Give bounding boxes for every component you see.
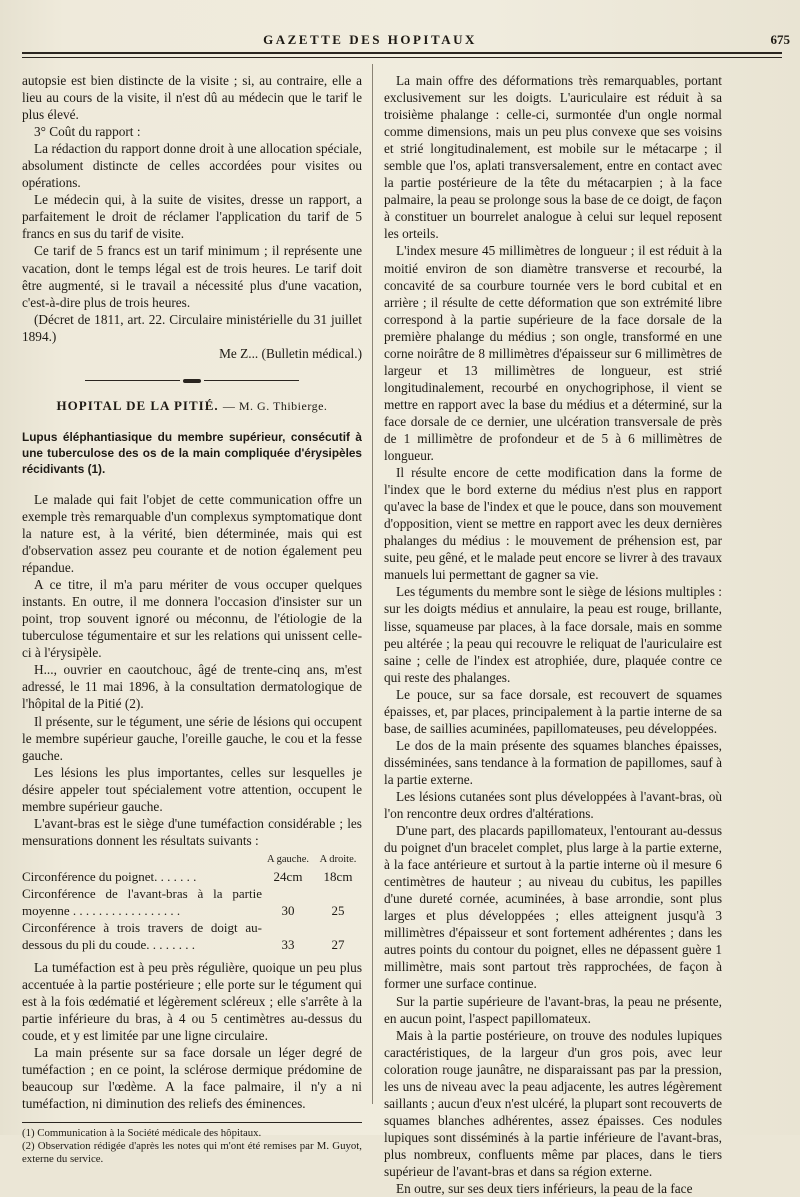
paragraph: La main offre des déformations très remarquables, portant exclusivement sur les doigts. L'auriculaire est réduit à sa troisième phalange : celle-ci, surmontée d'un ongle normal comme dimensions, mais un peu plus convexe que ses voisins et strié longitudinalement, est mobile sur le métacarpe ; il semble que l'os, aplati transversalement, entre en contact avec la partie postérieure de la tête du métacarpien ; à la face palmaire, la peau se prolonge sous la base de ce doigt, de façon à constituer un bourrelet analogue à celui sur lequel reposent les orteils. xyxy=(384,73,722,242)
paragraph: La main présente sur sa face dorsale un léger degré de tuméfaction ; en ce point, la sclérose dermique prédomine de beaucoup sur l'œdème. A la face palmaire, il n'y a ni tuméfaction, ni diminution des reliefs des éminences. xyxy=(22,1045,362,1112)
paragraph: Les lésions les plus importantes, celles sur lesquelles je désire appeler tout spécialement votre attention, occupent le membre supérieur gauche. xyxy=(22,764,362,814)
footnote-rule xyxy=(22,1122,362,1123)
paragraph: Il présente, sur le tégument, une série de lésions qui occupent le membre supérieur gauche, l'oreille gauche, le cou et la fesse gauche. xyxy=(22,713,362,763)
paragraph: L'index mesure 45 millimètres de longueur ; il est réduit à la moitié environ de son diamètre transverse et recourbé, la concavité de sa courbure tournée vers le bord cubital et en arrière ; il résulte de cette déformation que son extrémité libre correspond à la partie supérieure de la face dorsale de la première phalange du médius ; son ongle, transformé en une corne noirâtre de 8 millimètres d'épaisseur sur 6 millimètres de largeur et 13 millimètres de longueur, est strié longitudinalement, recourbé en onychogriphose, il vient se mettre en rapport avec la base du médius et a déterminé, sur la face dorsale de ce dernier, une ulcération transversale de près de 1 millimètre de profondeur et de 5 à 6 millimètres de longueur. xyxy=(384,243,722,464)
paragraph: En outre, sur ses deux tiers inférieurs, la peau de la face xyxy=(396,1181,693,1197)
page-number: 675 xyxy=(770,32,790,47)
paragraph: Sur la partie supérieure de l'avant-bras, la peau ne présente, en aucun point, l'aspect papillomateux. xyxy=(384,993,722,1026)
footnote: (1) Communication à la Société médicale des hôpitaux. xyxy=(22,1127,262,1140)
measurement-row xyxy=(22,868,362,885)
section-ornament xyxy=(22,372,362,389)
measurement-right: 18cm xyxy=(323,868,353,884)
paragraph: Il résulte encore de cette modification dans la forme de l'index que le bord externe du médius n'est plus en rapport qu'avec la base de l'index et que le pouce, dans son mouvement d'opposition, vient se mettre en rapport avec les deux dernières phalanges du médius : le mouvement de préhension est, par suite, peu gêné, et le malade peut encore se livrer à des travaux manuels lui permettant de gagner sa vie. xyxy=(384,465,722,583)
col-header-left: A gauche. xyxy=(267,853,309,865)
signature: Me Z... (Bulletin médical.) xyxy=(219,345,362,361)
article-title: Lupus éléphantiasique du membre supérieur, consécutif à une tuberculose des os de la main compliquée d'érysipèles récidivants (1). xyxy=(22,429,362,476)
measurement-left: 24cm xyxy=(273,868,303,884)
journal-title: GAZETTE DES HOPITAUX xyxy=(263,32,477,47)
measurement-row xyxy=(22,885,362,919)
left-column xyxy=(22,72,362,1166)
paragraph: Le pouce, sur sa face dorsale, est recouvert de squames épaisses, et, par places, principalement à la partie interne de sa base, de saillies acuminées, papillomateuses, peu développées. xyxy=(384,686,722,736)
right-column xyxy=(384,72,722,1197)
footnote: (2) Observation rédigée d'après les notes qui m'ont été remises par M. Guyot, externe du service. xyxy=(22,1140,362,1166)
paragraph: Le dos de la main présente des squames blanches épaisses, disséminées, sans tendance à la formation de papillomes, sauf à la partie externe. xyxy=(384,737,722,787)
paragraph: Les lésions cutanées sont plus développées à l'avant-bras, où l'on rencontre deux ordres d'altérations. xyxy=(384,788,722,822)
paragraph: Le médecin qui, à la suite de visites, dresse un rapport, a parfaitement le droit de réclamer l'application du tarif de 5 francs en sus du tarif de visite. xyxy=(22,192,362,242)
section-heading xyxy=(22,397,362,415)
paragraph: autopsie est bien distincte de la visite ; si, au contraire, elle a lieu au cours de la visite, il n'est dû au médecin que le tarif le plus élevé. xyxy=(22,73,362,123)
page-header xyxy=(0,30,800,50)
section-author: — M. G. Thibierge. xyxy=(222,398,328,413)
paragraph: H..., ouvrier en caoutchouc, âgé de trente-cinq ans, m'est adressé, le 11 mai 1896, à la consultation dermatologique de l'hôpital de la Pitié (2). xyxy=(22,662,362,712)
measurement-label: Circonférence du poignet. . . . . . . xyxy=(22,868,197,884)
measurement-row xyxy=(22,919,362,953)
paragraph: 3° Coût du rapport : xyxy=(34,124,141,140)
paragraph: D'une part, des placards papillomateux, l'entourant au-dessus du poignet d'un bracelet complet, plus large à la partie externe, à la face antérieure et surtout à la partie interne où il mesure 6 centimètres de hauteur ; au niveau du cubitus, les papilles d'une dureté cornée, acuminées, à base arrondie, sont plus larges et plus développées ; elles atteignent jusqu'à 3 millimètres d'épaisseur et sont fortement adhérentes ; dans les autres points du contour du poignet, elles ne dépassent guère 1 millimètre, mais sont partout très rapprochées, de façon à former une surface continue. xyxy=(384,823,722,992)
paragraph: Ce tarif de 5 francs est un tarif minimum ; il représente une vacation, dont le temps légal est de trois heures. Le tarif doit être augmenté, si le travail a nécessité plus d'une vacation, c'est-à-dire plus de trois heures. xyxy=(22,243,362,310)
measurement-right: 25 xyxy=(331,902,345,918)
measurement-label: Circonférence de l'avant-bras à la partie moyenne . . . . . . . . . . . . . . . . . xyxy=(22,885,262,918)
measurement-right: 27 xyxy=(331,936,345,952)
measurement-left: 30 xyxy=(281,902,295,918)
paragraph: Mais à la partie postérieure, on trouve des nodules lupiques caractéristiques, de la largeur d'un gros pois, avec leur coloration rouge jaunâtre, ne disparaissant pas par la pression, les uns de niveau avec la peau adjacente, les autres légèrement saillants ; aucun d'eux n'est ulcéré, la plupart sont recouverts de squames blanches adhérentes, assez épaisses. Ces nodules lupiques sont disséminés à la partie inférieure de l'avant-bras, plus nombreux, confluents même par places, dans le tiers supérieur de l'avant-bras et dans sa région externe. xyxy=(384,1027,722,1179)
header-rule-thin xyxy=(22,57,782,58)
col-header-right: A droite. xyxy=(319,853,357,865)
section-title: HOPITAL DE LA PITIÉ. xyxy=(56,397,219,413)
paragraph: (Décret de 1811, art. 22. Circulaire ministérielle du 31 juillet 1894.) xyxy=(22,311,362,344)
measurement-label: Circonférence à trois travers de doigt au-dessous du pli du coude. . . . . . . . xyxy=(22,919,262,952)
measurement-table xyxy=(22,851,362,953)
column-divider xyxy=(372,64,373,1104)
paragraph: Le malade qui fait l'objet de cette communication offre un exemple très remarquable d'un complexus symptomatique dont la nature est, à la vérité, bien déterminée, mais qui est d'observation assez peu courante et de notion également peu répandue. xyxy=(22,491,362,576)
paragraph: La rédaction du rapport donne droit à une allocation spéciale, absolument distincte de celles accordées pour visites ou opérations. xyxy=(22,141,362,191)
paragraph: Les téguments du membre sont le siège de lésions multiples : sur les doigts médius et annulaire, la peau est rouge, brillante, lisse, squameuse par places, à la face dorsale, mais en somme peu altérée ; la peau qui recouvre le reliquat de l'auriculaire est saine ; celle de l'index est atrophiée, dure, plaquée contre ce qui reste des phalanges. xyxy=(384,584,722,685)
paragraph: La tuméfaction est à peu près régulière, quoique un peu plus accentuée à la partie postérieure ; elle porte sur le tégument qui est à la fois œdématié et légèrement scléreux ; elle s'arrête à la partie inférieure du bras, à 4 ou 5 centimètres au-dessus du coude, et y est limitée par une ligne circulaire. xyxy=(22,959,362,1044)
paragraph: A ce titre, il m'a paru mériter de vous occuper quelques instants. En outre, il me donnera l'occasion d'insister sur un point, trop souvent ignoré ou méconnu, de l'étiologie de la tuberculose tégumentaire et sur les relations qui unissent celle-ci à l'érysipèle. xyxy=(22,577,362,661)
paragraph: L'avant-bras est le siège d'une tuméfaction considérable ; les mensurations donnent les résultats suivants : xyxy=(22,815,362,848)
measurement-left: 33 xyxy=(281,936,295,952)
header-rule-thick xyxy=(22,52,782,54)
measurement-header xyxy=(22,851,362,868)
